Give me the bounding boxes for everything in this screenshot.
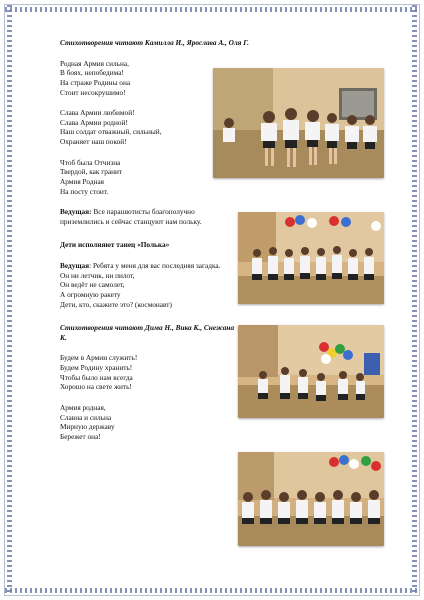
poem-stanza	[60, 158, 220, 197]
riddle-line: Он ни летчик, ни пилот,	[60, 270, 135, 280]
riddle-line: Дети, кто, скажите это? (космонавт)	[60, 299, 172, 309]
photo-children-poem-1	[213, 68, 384, 178]
border-ornament-bottom	[5, 588, 419, 593]
border-ornament-right	[412, 5, 417, 595]
poem-line: На страже Родины она	[60, 77, 131, 87]
host-text: Все парашютисты благополучно приземлились и сейчас станцуют нам польку.	[60, 207, 202, 226]
poem-stanza	[60, 59, 220, 98]
poem-line: Бережет она!	[60, 431, 101, 441]
border-ornament-top	[5, 7, 419, 12]
riddle-line: Он ведёт не самолет,	[60, 280, 125, 290]
host-label: Ведущая:	[60, 207, 92, 217]
photo-children-dance-polka	[238, 325, 384, 418]
riddle-line: А огромную ракету	[60, 289, 121, 299]
poem-line: Славна и сильна	[60, 412, 112, 422]
poem-line: Слава Армии любимой!	[60, 108, 135, 118]
host-label: Ведущая	[60, 261, 90, 270]
poem-line: В боях, непобедима!	[60, 68, 124, 78]
photo-children-dance-balloons	[238, 212, 384, 304]
poem-line: Слава Армии родной!	[60, 117, 128, 127]
poem-line: Армия родная,	[60, 402, 106, 412]
poem-line: Наш солдат отважный, сильный,	[60, 127, 162, 137]
riddle-intro: : Ребята у меня для вас последняя загадка.	[89, 261, 221, 270]
border-ornament-left	[7, 5, 12, 595]
dance-heading: Дети исполняют танец «Полька»	[60, 240, 170, 250]
poem-line: Мирную державу	[60, 422, 115, 432]
poem-stanza	[60, 403, 220, 442]
poem-line: На посту стоит.	[60, 186, 109, 196]
host-remark	[60, 207, 240, 226]
poem-line: Стоит несокрушимо!	[60, 87, 126, 97]
section-heading: Стихотворения читают Дима Н., Вика К., Снежана К.	[60, 323, 235, 342]
poem-stanza	[60, 108, 220, 147]
riddle	[60, 261, 240, 309]
poem-line: Твердой, как гранит	[60, 167, 123, 177]
poem-stanza	[60, 353, 220, 392]
section-heading: Стихотворения читают Камилла И., Ярослава А., Оля Г.	[60, 38, 249, 47]
document-body	[60, 38, 249, 441]
poem-line: Чтобы было нам всегда	[60, 372, 133, 382]
poem-line: Охраняет наш покой!	[60, 137, 127, 146]
poem-line: Чтоб была Отчизна	[60, 157, 121, 167]
poem-line: Хорошо на свете жить!	[60, 382, 132, 392]
photo-children-poem-2	[238, 452, 384, 546]
poem-line: Будем в Армии служить!	[60, 353, 138, 363]
poem-line: Родная Армия сильна,	[60, 58, 129, 68]
poem-line: Армия Родная	[60, 176, 105, 186]
poem-line: Будем Родину хранить!	[60, 363, 133, 372]
